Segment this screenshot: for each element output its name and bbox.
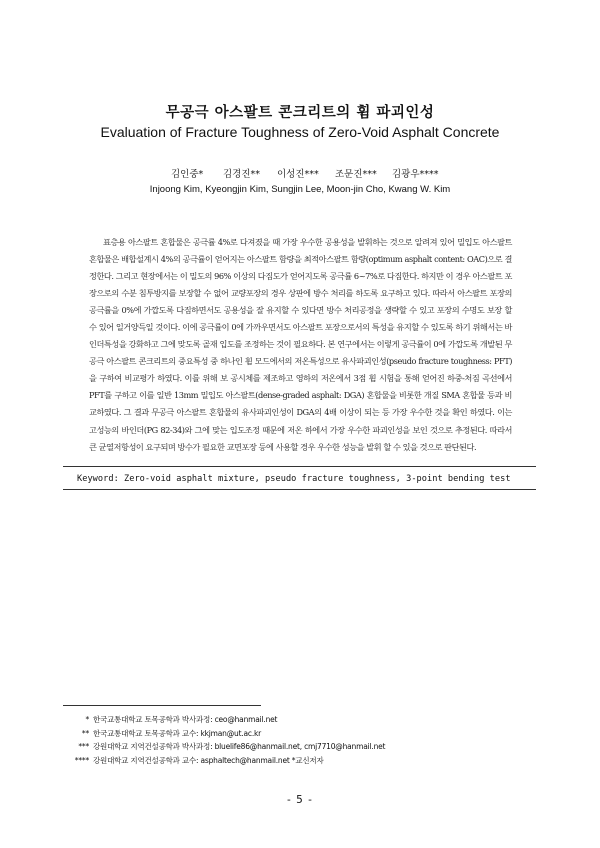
footnote-text: 강원대학교 지역건설공학과 박사과정: bluelife86@hanmail.net, cmj7710@hanmail.net <box>93 742 386 752</box>
keyword-box <box>63 466 536 490</box>
author-name: 이성진*** <box>277 169 319 180</box>
page-number: - 5 - <box>287 794 313 806</box>
keyword-text: Keyword: Zero-void asphalt mixture, pseudo fracture toughness, 3-point bending test <box>77 474 511 484</box>
footnote-text: 한국교통대학교 토목공학과 박사과정: ceo@hanmail.net <box>93 715 278 724</box>
footnotes <box>63 713 385 767</box>
footnote-text: 강원대학교 지역건설공학과 교수: asphaltech@hanmail.net *교신저자 <box>93 755 324 765</box>
footnote-text: 한국교통대학교 토목공학과 교수: kkjman@ut.ac.kr <box>93 728 262 738</box>
footnote-mark: **** <box>74 755 89 765</box>
author-name: 김인중* <box>171 169 204 180</box>
paper-title-english: Evaluation of Fracture Toughness of Zero-Void Asphalt Concrete <box>100 124 500 140</box>
footnote-mark: * <box>85 715 89 724</box>
author-list-english: Injoong Kim, Kyeongjin Kim, Sungjin Lee, Moon-jin Cho, Kwang W. Kim <box>149 184 451 195</box>
footnote-item <box>63 727 385 741</box>
footnote-divider <box>63 705 261 706</box>
footnote-mark: *** <box>78 742 89 752</box>
author-name: 김광우**** <box>392 169 439 180</box>
author-name: 김경진** <box>223 169 261 180</box>
author-name: 조문진*** <box>335 169 377 180</box>
abstract-paragraph: 표층용 아스팔트 혼합물은 공극률 4%로 다져졌을 때 가장 우수한 공용성을 발휘하는 것으로 알려져 있어 밀입도 아스팔트 혼합물은 배합설계시 4%의 공극률이 얻어지는 아스팔트 함량을 최적아스팔트 함량(optimum asphalt content: OAC)으로 결정한다. 그리고 현장에서는 이 밀도의 96% 이상의 다짐도가 얻어지도록 공극률 6~7%로 다짐한다. 하지만 이 경우 아스팔트 포장으로의 수분 침투방지를 보장할 수 없어 교량포장의 경우 상판에 방수 처리를 하도록 요구하고 있다. 따라서 아스팔트 포장의 공극률을 0%에 가깝도록 다짐하면서도 공용성을 잘 유지할 수 있다면 방수 처리공정을 생략할 수 있고 포장의 수명도 보장 할 수 있어 일거양득일 것이다. 이에 공극률이 0에 가까우면서도 아스팔트 포장으로서의 특성을 유지할 수 있도록 하기 위해서는 바인더특성을 강화하고 그에 맞도록 골재 입도를 조정하는 것이 필요하다. 본 연구에서는 이렇게 공극률이 0에 가깝도록 개발된 무공극 아스팔트 콘크리트의 중요특성 중 하나인 휨 모드에서의 저온특성으로 유사파괴인성(pseudo fracture toughness: PFT)을 구하여 비교평가 하였다. 이를 위해 보 공시체를 제조하고 영하의 저온에서 3점 휨 시험을 통해 얻어진 하중-처짐 곡선에서 PFT를 구하고 이를 일반 13mm 밀입도 아스팔트(dense-graded asphalt: DGA) 혼합물을 비롯한 개질 SMA 혼합물 등과 비교하였다. 그 결과 무공극 아스팔트 혼합물의 유사파괴인성이 DGA의 4배 이상이 되는 등 가장 우수한 것을 확인 하였다. 이는 고성능의 바인더(PG 82-34)와 그에 맞는 입도조정 때문에 저온 하에서 가장 우수한 파괴인성을 보인 것으로 추정된다. 따라서 큰 균열저항성이 요구되며 방수가 필요한 교면포장 등에 사용할 경우 우수한 성능을 발휘 할 수 있을 것으로 판단된다. <box>89 237 512 452</box>
paper-title-korean: 무공극 아스팔트 콘크리트의 휨 파괴인성 <box>165 105 435 121</box>
footnote-mark: ** <box>81 728 89 738</box>
footnote-item <box>63 713 385 727</box>
footnote-item <box>63 754 385 768</box>
footnote-item <box>63 740 385 754</box>
